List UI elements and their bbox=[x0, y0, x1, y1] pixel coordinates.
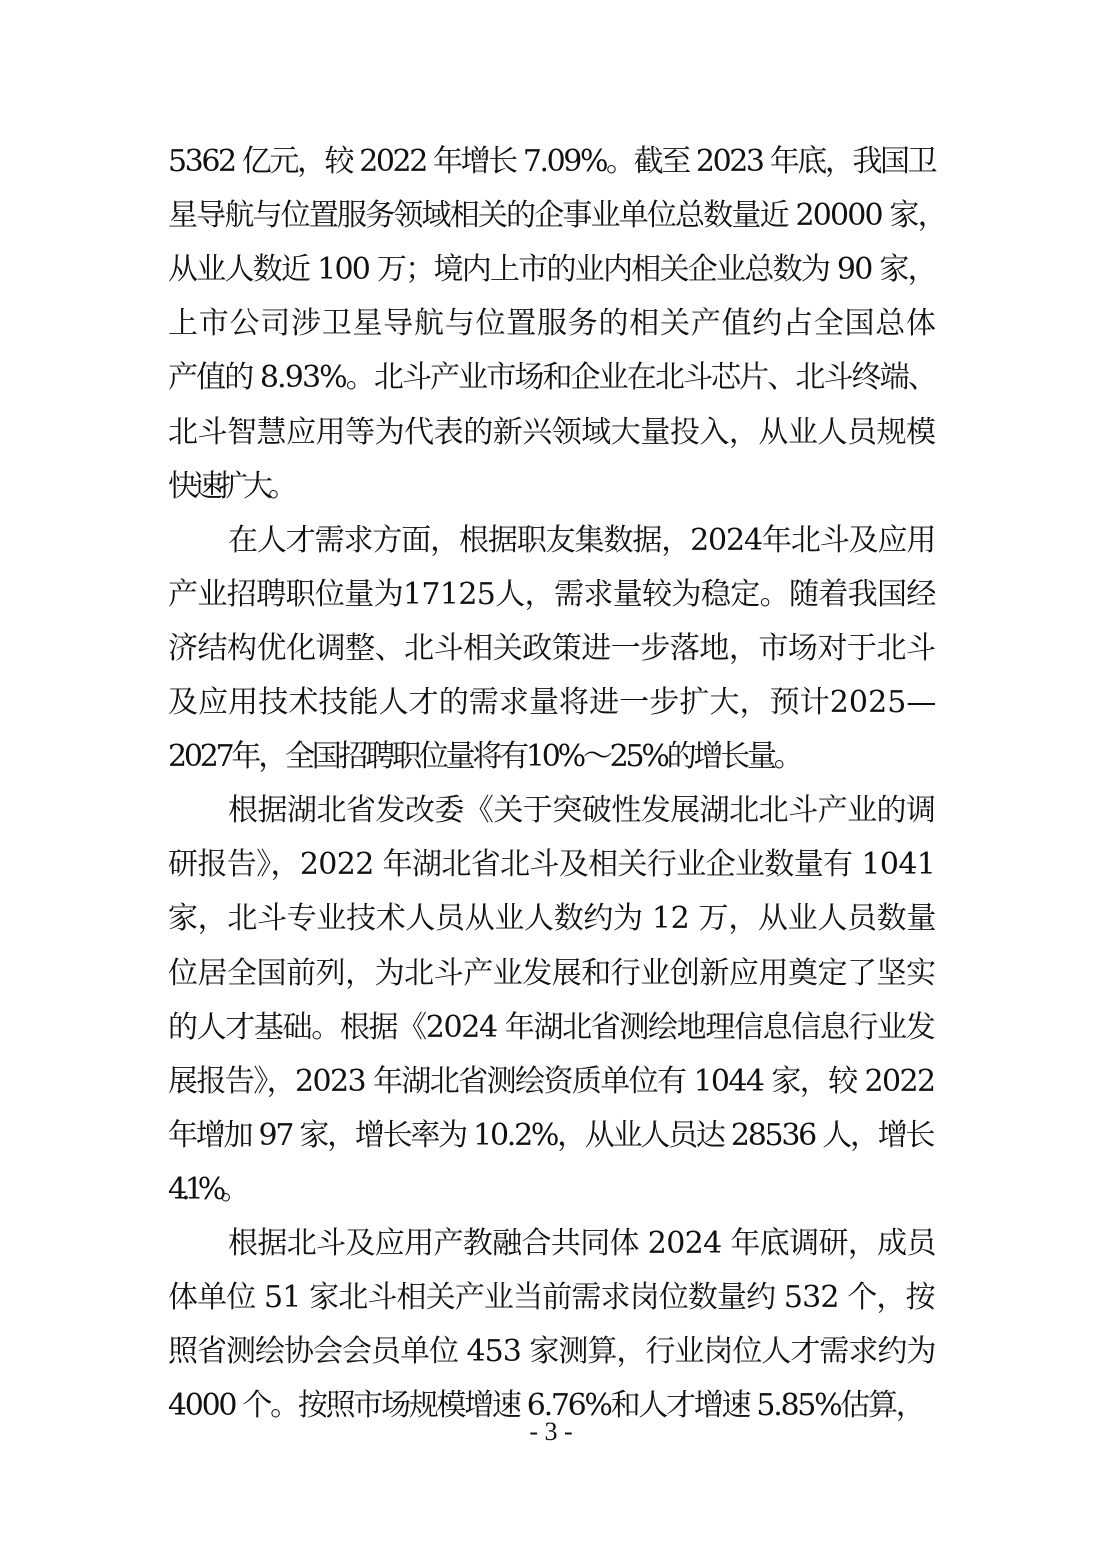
text-line: 从业人数近 100 万；境内上市的业内相关企业总数为 90 家， bbox=[168, 252, 936, 287]
text-line: 的人才基础。根据《2024 年湖北省测绘地理信息信息行业发 bbox=[168, 1010, 935, 1045]
text-line: 产业招聘职位量为17125人，需求量较为稳定。随着我国经 bbox=[168, 577, 936, 612]
paragraph-first-line: 根据湖北省发改委《关于突破性发展湖北北斗产业的调 bbox=[228, 793, 936, 828]
text-line: 快速扩大。 bbox=[168, 469, 293, 504]
text-line: 4.1%。 bbox=[168, 1172, 245, 1207]
text-line: 体单位 51 家北斗相关产业当前需求岗位数量约 532 个，按 bbox=[168, 1280, 935, 1315]
text-line: 位居全国前列，为北斗产业发展和行业创新应用奠定了坚实 bbox=[168, 956, 936, 991]
text-line: 4000 个。按照市场规模增速 6.76%和人才增速 5.85%估算， bbox=[168, 1388, 924, 1423]
text-line: 照省测绘协会会员单位 453 家测算，行业岗位人才需求约为 bbox=[168, 1334, 936, 1369]
text-line: 产值的 8.93%。北斗产业市场和企业在北斗芯片、北斗终端、 bbox=[168, 360, 936, 395]
paragraph-first-line: 在人才需求方面，根据职友集数据，2024年北斗及应用 bbox=[228, 523, 936, 558]
text-line: 展报告》，2023 年湖北省测绘资质单位有 1044 家，较 2022 bbox=[168, 1064, 935, 1099]
text-line: 年增加 97 家，增长率为 10.2%，从业人员达 28536 人，增长 bbox=[168, 1118, 934, 1153]
text-line: 上市公司涉卫星导航与位置服务的相关产值约占全国总体 bbox=[168, 306, 937, 341]
text-line: 星导航与位置服务领域相关的企事业单位总数量近 20000 家， bbox=[168, 198, 946, 233]
text-line: 家，北斗专业技术人员从业人数约为 12 万，从业人员数量 bbox=[168, 901, 937, 936]
text-line: 北斗智慧应用等为代表的新兴领域大量投入，从业人员规模 bbox=[168, 415, 936, 450]
text-line: 5362 亿元，较 2022 年增长 7.09%。截至 2023 年底，我国卫 bbox=[168, 144, 936, 179]
page-number: - 3 - bbox=[529, 1417, 573, 1446]
text-line: 济结构优化调整、北斗相关政策进一步落地，市场对于北斗 bbox=[168, 631, 936, 666]
text-line: 及应用技术技能人才的需求量将进一步扩大，预计2025— bbox=[168, 685, 937, 720]
paragraph-first-line: 根据北斗及应用产教融合共同体 2024 年底调研，成员 bbox=[228, 1226, 936, 1261]
text-line: 研报告》，2022 年湖北省北斗及相关行业企业数量有 1041 bbox=[168, 847, 936, 882]
text-line: 2027年，全国招聘职位量将有10%～25%的增长量。 bbox=[168, 739, 801, 774]
